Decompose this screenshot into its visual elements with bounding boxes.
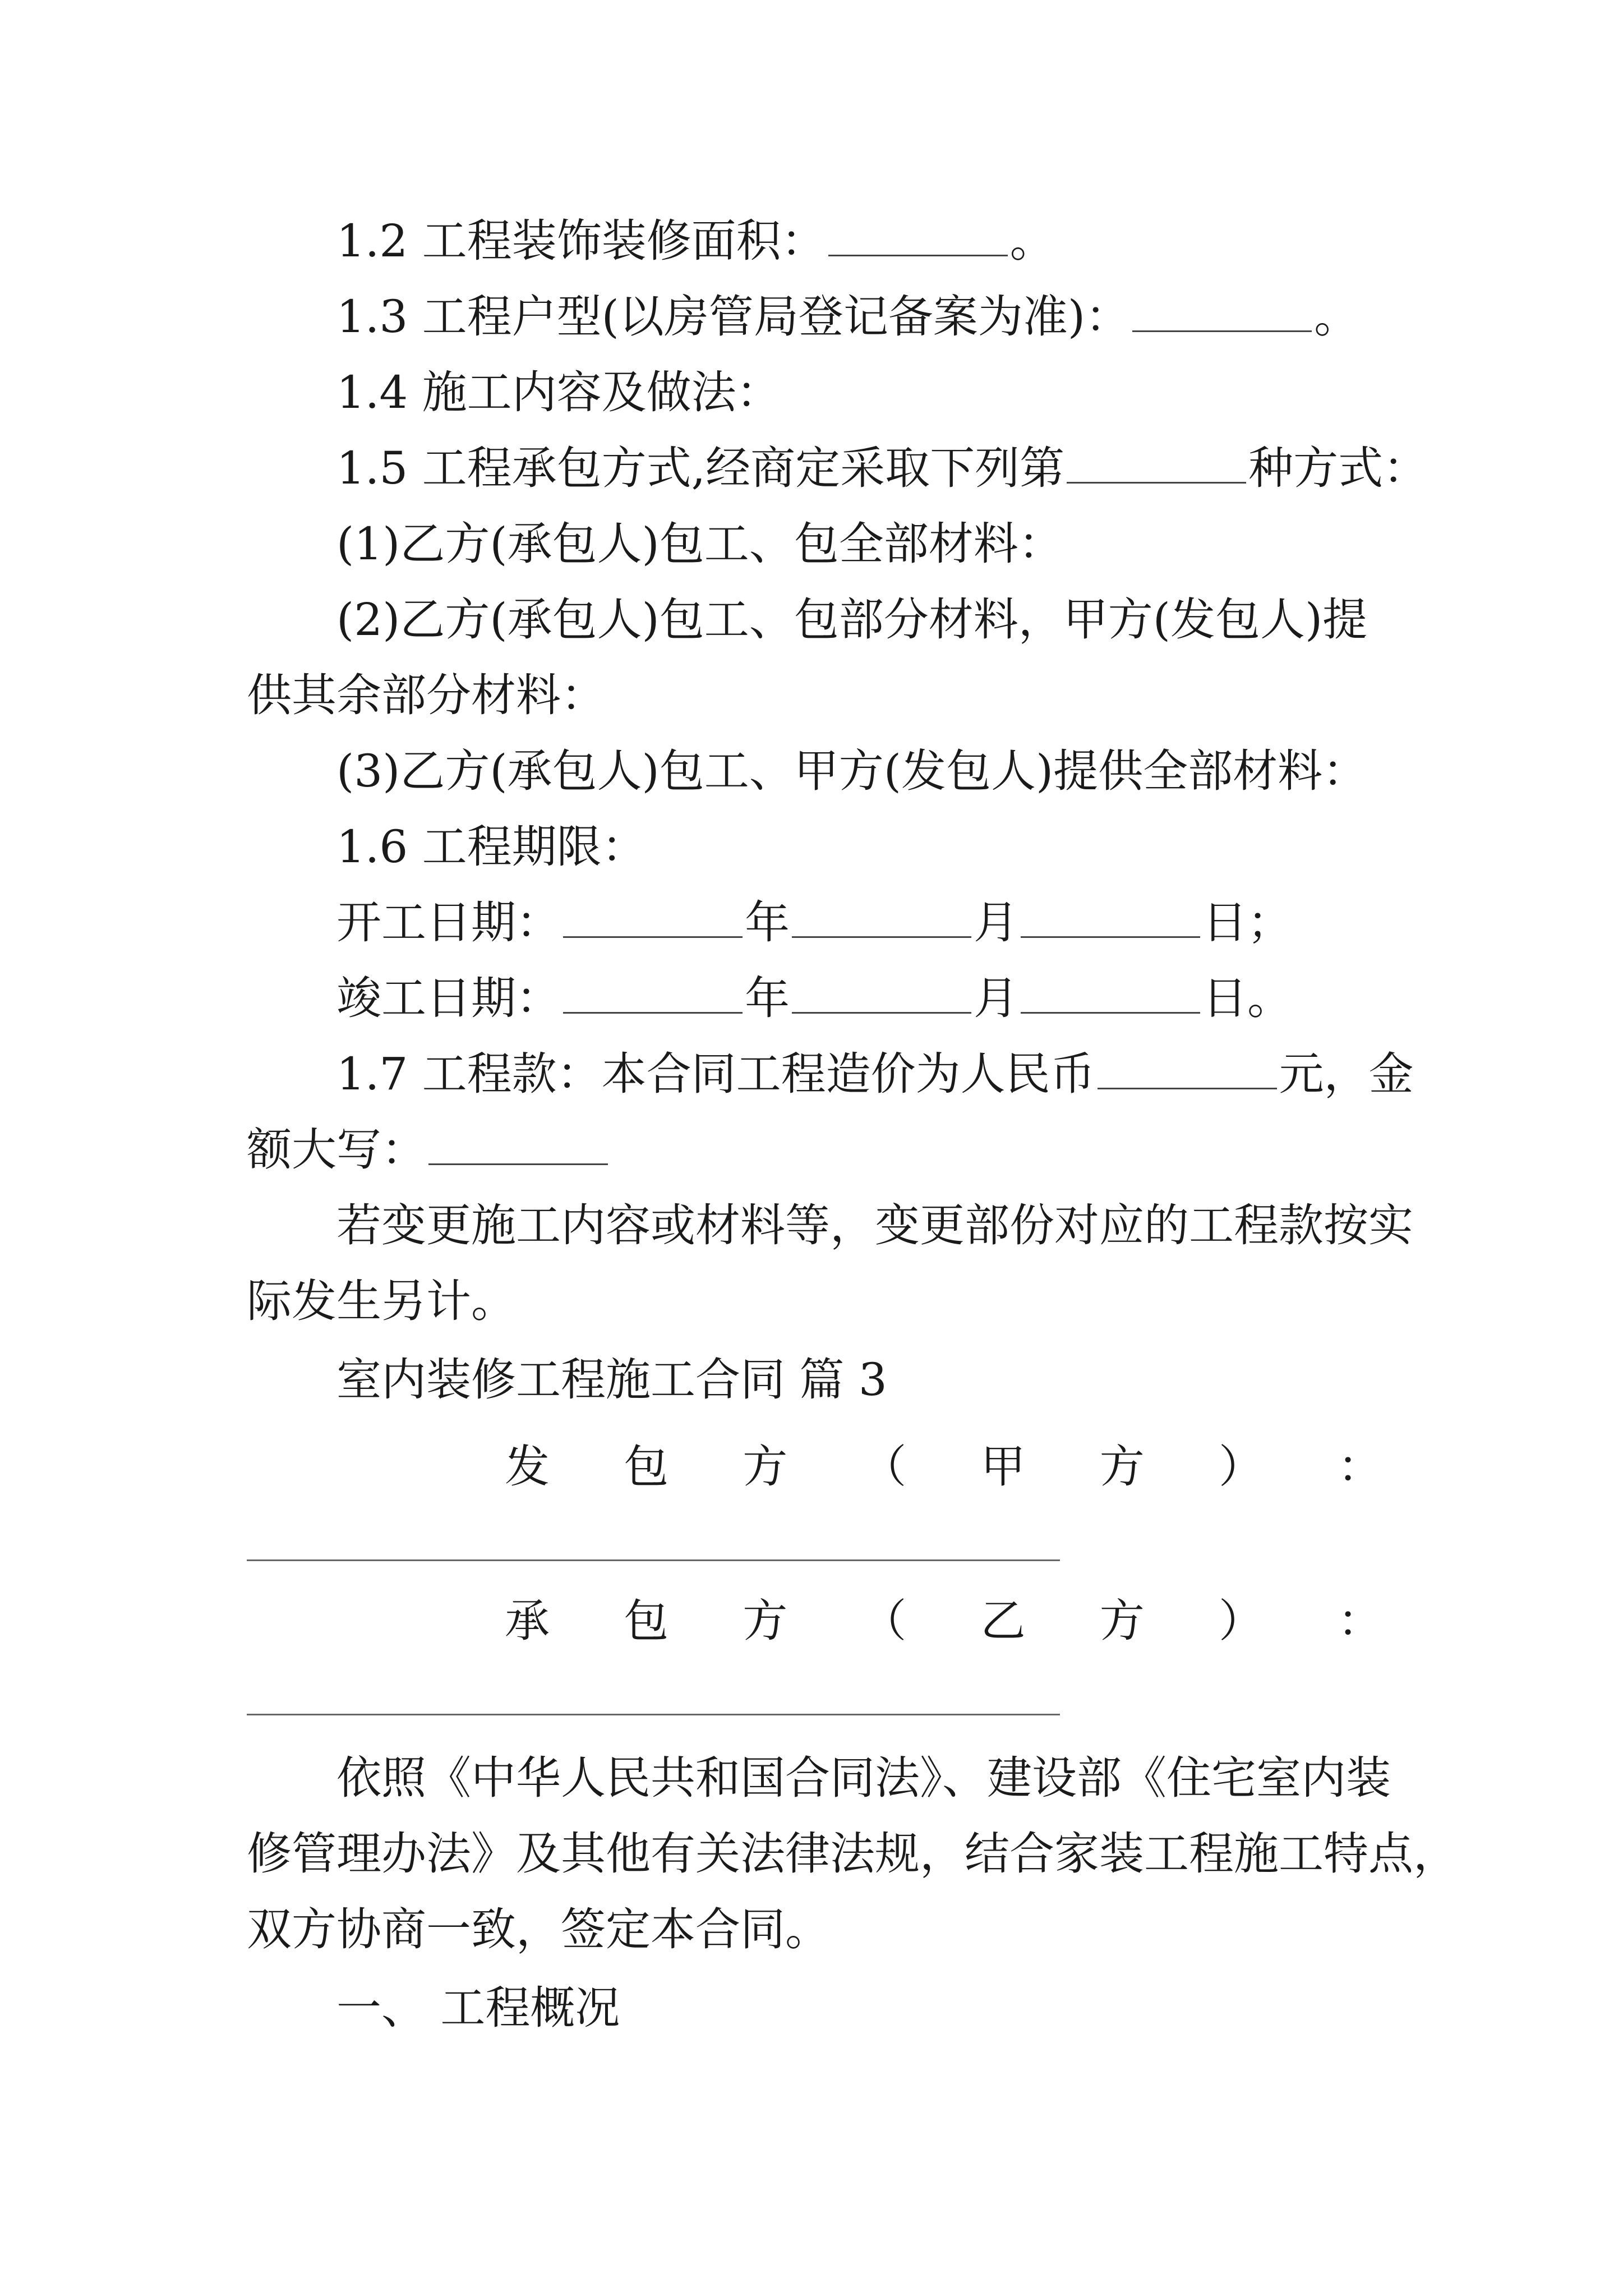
party-b-char: 方 [743,1595,788,1647]
start-date-label: 开工日期： [336,896,561,949]
party-a-char: 方 [1099,1441,1145,1493]
day-label: 日； [1202,896,1292,949]
year-label: 年 [745,896,790,949]
start-date [336,895,1292,951]
intro-line-3: 双方协商一致，签定本合同。 [247,1903,830,1955]
clause-1-7-line-2 [247,1122,610,1178]
change-note-line-1: 若变更施工内容或材料等，变更部份对应的工程款按实 [336,1199,1413,1251]
month-label: 月 [974,896,1018,949]
clause-1-5-text: 1.5 工程承包方式,经商定采取下列第 [336,442,1065,494]
section-title: 室内装修工程施工合同 篇 3 [336,1354,887,1406]
party-a-char: ） [1218,1441,1264,1493]
day-label: 日。 [1202,972,1292,1024]
party-b-blank-line [247,1714,1060,1715]
clause-1-2-text: 1.2 工程装饰装修面积： [336,215,826,267]
start-day-blank [1021,897,1200,938]
month-label: 月 [974,972,1018,1024]
start-year-blank [563,897,743,938]
party-b-char: 方 [1099,1595,1145,1647]
end-date [336,970,1292,1027]
house-type-blank [1132,291,1312,332]
clause-1-5 [336,440,1428,496]
area-blank [828,215,1008,256]
start-month-blank [792,897,971,938]
clause-1-2 [336,213,1055,269]
intro-line-2: 修管理办法》及其他有关法律法规，结合家装工程施工特点， [247,1828,1458,1880]
party-b-row [247,1593,1382,1649]
clause-1-2-end: 。 [1009,215,1055,267]
intro-line-1: 依照《中华人民共和国合同法》、建设部《住宅室内装 [336,1752,1391,1804]
clause-1-7-end: 元，金 [1279,1048,1414,1100]
clause-1-5-end: 种方式： [1248,442,1428,494]
party-b-char: （ [861,1595,907,1647]
party-b-char: 承 [505,1595,550,1647]
clause-1-7-line-1 [336,1046,1414,1102]
option-1: (1)乙方(承包人)包工、包全部材料： [336,518,1063,570]
change-note-line-2: 际发生另计。 [247,1275,516,1327]
party-b-char: 包 [624,1595,669,1647]
option-2-line-2: 供其余部分材料： [247,669,606,721]
method-blank [1067,443,1246,484]
clause-1-7-text: 1.7 工程款：本合同工程造价为人民币 [336,1048,1095,1100]
party-a-char: 包 [624,1441,669,1493]
end-year-blank [563,973,743,1014]
party-a-blank-line [247,1559,1060,1561]
option-2-line-1: (2)乙方(承包人)包工、包部分材料，甲方(发包人)提 [336,593,1368,646]
party-b-char: ） [1218,1595,1264,1647]
party-a-row [247,1439,1382,1495]
clause-1-4: 1.4 施工内容及做法： [336,366,781,418]
end-day-blank [1021,973,1200,1014]
party-a-char: （ [861,1441,907,1493]
end-date-label: 竣工日期： [336,972,561,1024]
option-3: (3)乙方(承包人)包工、甲方(发包人)提供全部材料： [336,745,1368,797]
party-a-char: 发 [505,1441,550,1493]
price-blank [1098,1048,1277,1089]
clause-1-3 [336,289,1359,345]
clause-1-6: 1.6 工程期限： [336,821,647,873]
amount-in-words-blank [428,1124,608,1165]
party-b-char: ： [1337,1595,1382,1647]
chapter-one-heading: 一、 工程概况 [336,1982,620,2034]
party-b-char: 乙 [980,1595,1026,1647]
end-month-blank [792,973,971,1014]
clause-1-3-end: 。 [1314,291,1359,343]
party-a-char: 方 [743,1441,788,1493]
party-a-char: 甲 [980,1441,1026,1493]
clause-1-3-text: 1.3 工程户型(以房管局登记备案为准)： [336,291,1131,343]
party-a-char: ： [1337,1441,1382,1493]
year-label: 年 [745,972,790,1024]
amount-in-words-label: 额大写： [247,1124,426,1176]
